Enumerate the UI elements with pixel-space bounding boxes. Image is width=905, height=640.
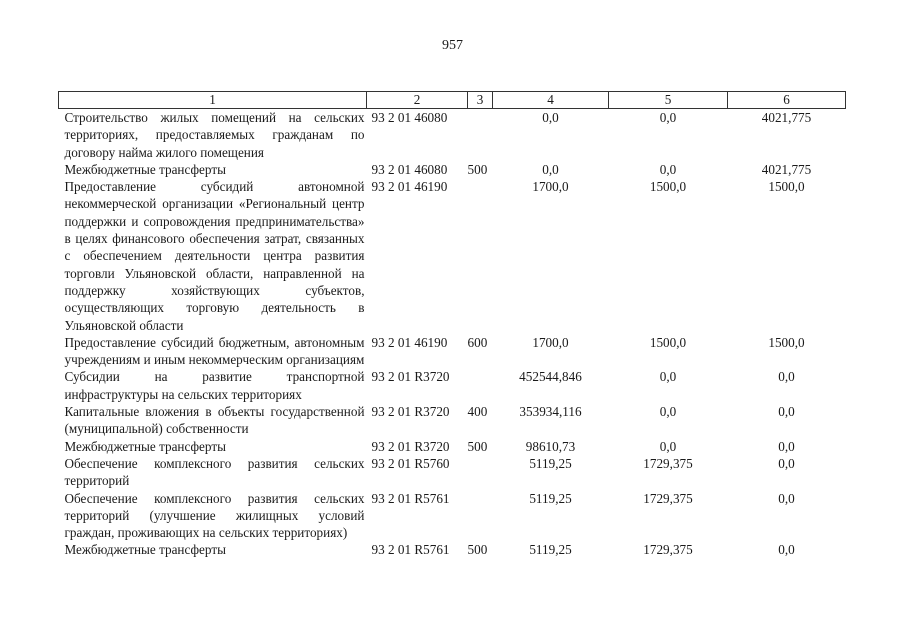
row-name: Предоставление субсидий бюджетным, автономным учреждениям и иным некоммерческим организациям (64, 334, 365, 368)
table-row (59, 541, 846, 558)
row-code: 93 2 01 R5761 (371, 542, 450, 558)
row-name: Межбюджетные трансферты (64, 161, 226, 177)
row-code: 93 2 01 R5760 (371, 455, 450, 471)
row-value-4: 0,0 (542, 161, 559, 177)
row-value-4: 1700,0 (532, 179, 569, 195)
row-type: 500 (467, 542, 488, 558)
row-value-4: 0,0 (542, 110, 559, 125)
row-value-5: 1500,0 (649, 334, 687, 350)
column-header-1: 1 (59, 92, 367, 109)
row-value-6: 4021,775 (761, 161, 812, 177)
row-type (468, 490, 493, 542)
row-name: Строительство жилых помещений на сельских территориях, предоставляемых гражданам по договору найма жилого помещения (64, 110, 365, 160)
row-value-5: 1729,375 (643, 490, 693, 506)
row-name: Субсидии на развитие транспортной инфраструктуры на сельских территориях (64, 369, 365, 402)
column-header-6: 6 (728, 92, 846, 109)
row-value-4: 5119,25 (529, 455, 572, 471)
row-value-6: 1500,0 (768, 179, 805, 195)
row-value-5: 1729,375 (643, 542, 693, 558)
table-row (59, 334, 846, 369)
row-value-6: 0,0 (778, 490, 795, 506)
row-name: Предоставление субсидий автономной некоммерческой организации «Региональный центр поддержки и сопровождения предпринимательства» в целях финансового обеспечения затрат, связанных с обеспечением деятельности центра развития торговли Ульяновской области, направленной на поддержку хозяйствующих субъектов, осуществляющих торговую деятельность в Ульяновской области (64, 179, 365, 333)
table-row (59, 368, 846, 403)
row-value-5: 0,0 (659, 110, 677, 125)
row-value-6: 1500,0 (768, 334, 805, 350)
row-value-4: 452544,846 (519, 369, 582, 385)
row-code: 93 2 01 R3720 (371, 369, 450, 385)
row-code: 93 2 01 R3720 (371, 404, 450, 420)
row-type: 400 (467, 404, 488, 420)
column-header-2: 2 (367, 92, 468, 109)
row-value-5: 1500,0 (649, 179, 687, 195)
budget-table-container (58, 91, 845, 559)
row-name: Капитальные вложения в объекты государственной (муниципальной) собственности (64, 404, 365, 437)
row-code: 93 2 01 46190 (371, 334, 448, 350)
page-number: 957 (442, 38, 463, 53)
row-value-6: 0,0 (778, 542, 795, 558)
row-value-6: 4021,775 (761, 110, 812, 125)
row-value-5: 1729,375 (643, 455, 693, 471)
budget-table (58, 91, 846, 559)
table-row (59, 178, 846, 334)
row-code: 93 2 01 46190 (371, 179, 448, 195)
table-row (59, 403, 846, 438)
row-code: 93 2 01 R3720 (371, 438, 450, 454)
row-code: 93 2 01 R5761 (371, 490, 450, 506)
row-value-4: 5119,25 (529, 490, 572, 506)
row-value-6: 0,0 (778, 455, 795, 471)
row-type: 600 (467, 334, 488, 350)
table-row (59, 455, 846, 490)
row-name: Межбюджетные трансферты (64, 542, 226, 558)
row-value-5: 0,0 (659, 369, 677, 385)
row-code: 93 2 01 46080 (371, 110, 448, 125)
table-row (59, 438, 846, 455)
row-value-4: 98610,73 (525, 438, 576, 454)
row-value-5: 0,0 (659, 438, 677, 454)
row-name: Обеспечение комплексного развития сельских территорий (64, 455, 365, 489)
table-row (59, 161, 846, 178)
row-type (468, 178, 493, 334)
row-type (468, 109, 493, 161)
row-code: 93 2 01 46080 (371, 161, 448, 177)
table-row (59, 109, 846, 161)
row-type: 500 (467, 161, 488, 177)
row-value-4: 5119,25 (529, 542, 572, 558)
row-type (468, 455, 493, 490)
row-value-4: 1700,0 (532, 334, 569, 350)
row-value-6: 0,0 (778, 369, 795, 385)
table-row (59, 490, 846, 542)
row-value-6: 0,0 (778, 404, 795, 420)
column-header-5: 5 (609, 92, 728, 109)
row-type: 500 (467, 438, 488, 454)
table-header-row (59, 92, 846, 109)
row-value-5: 0,0 (659, 404, 677, 420)
column-header-4: 4 (493, 92, 609, 109)
row-value-4: 353934,116 (519, 404, 582, 420)
column-header-3: 3 (468, 92, 493, 109)
row-value-6: 0,0 (778, 438, 795, 454)
row-name: Межбюджетные трансферты (64, 438, 226, 454)
row-name: Обеспечение комплексного развития сельских территорий (улучшение жилищных условий граждан, проживающих на сельских территориях) (64, 490, 365, 541)
row-value-5: 0,0 (659, 161, 677, 177)
row-type (468, 368, 493, 403)
